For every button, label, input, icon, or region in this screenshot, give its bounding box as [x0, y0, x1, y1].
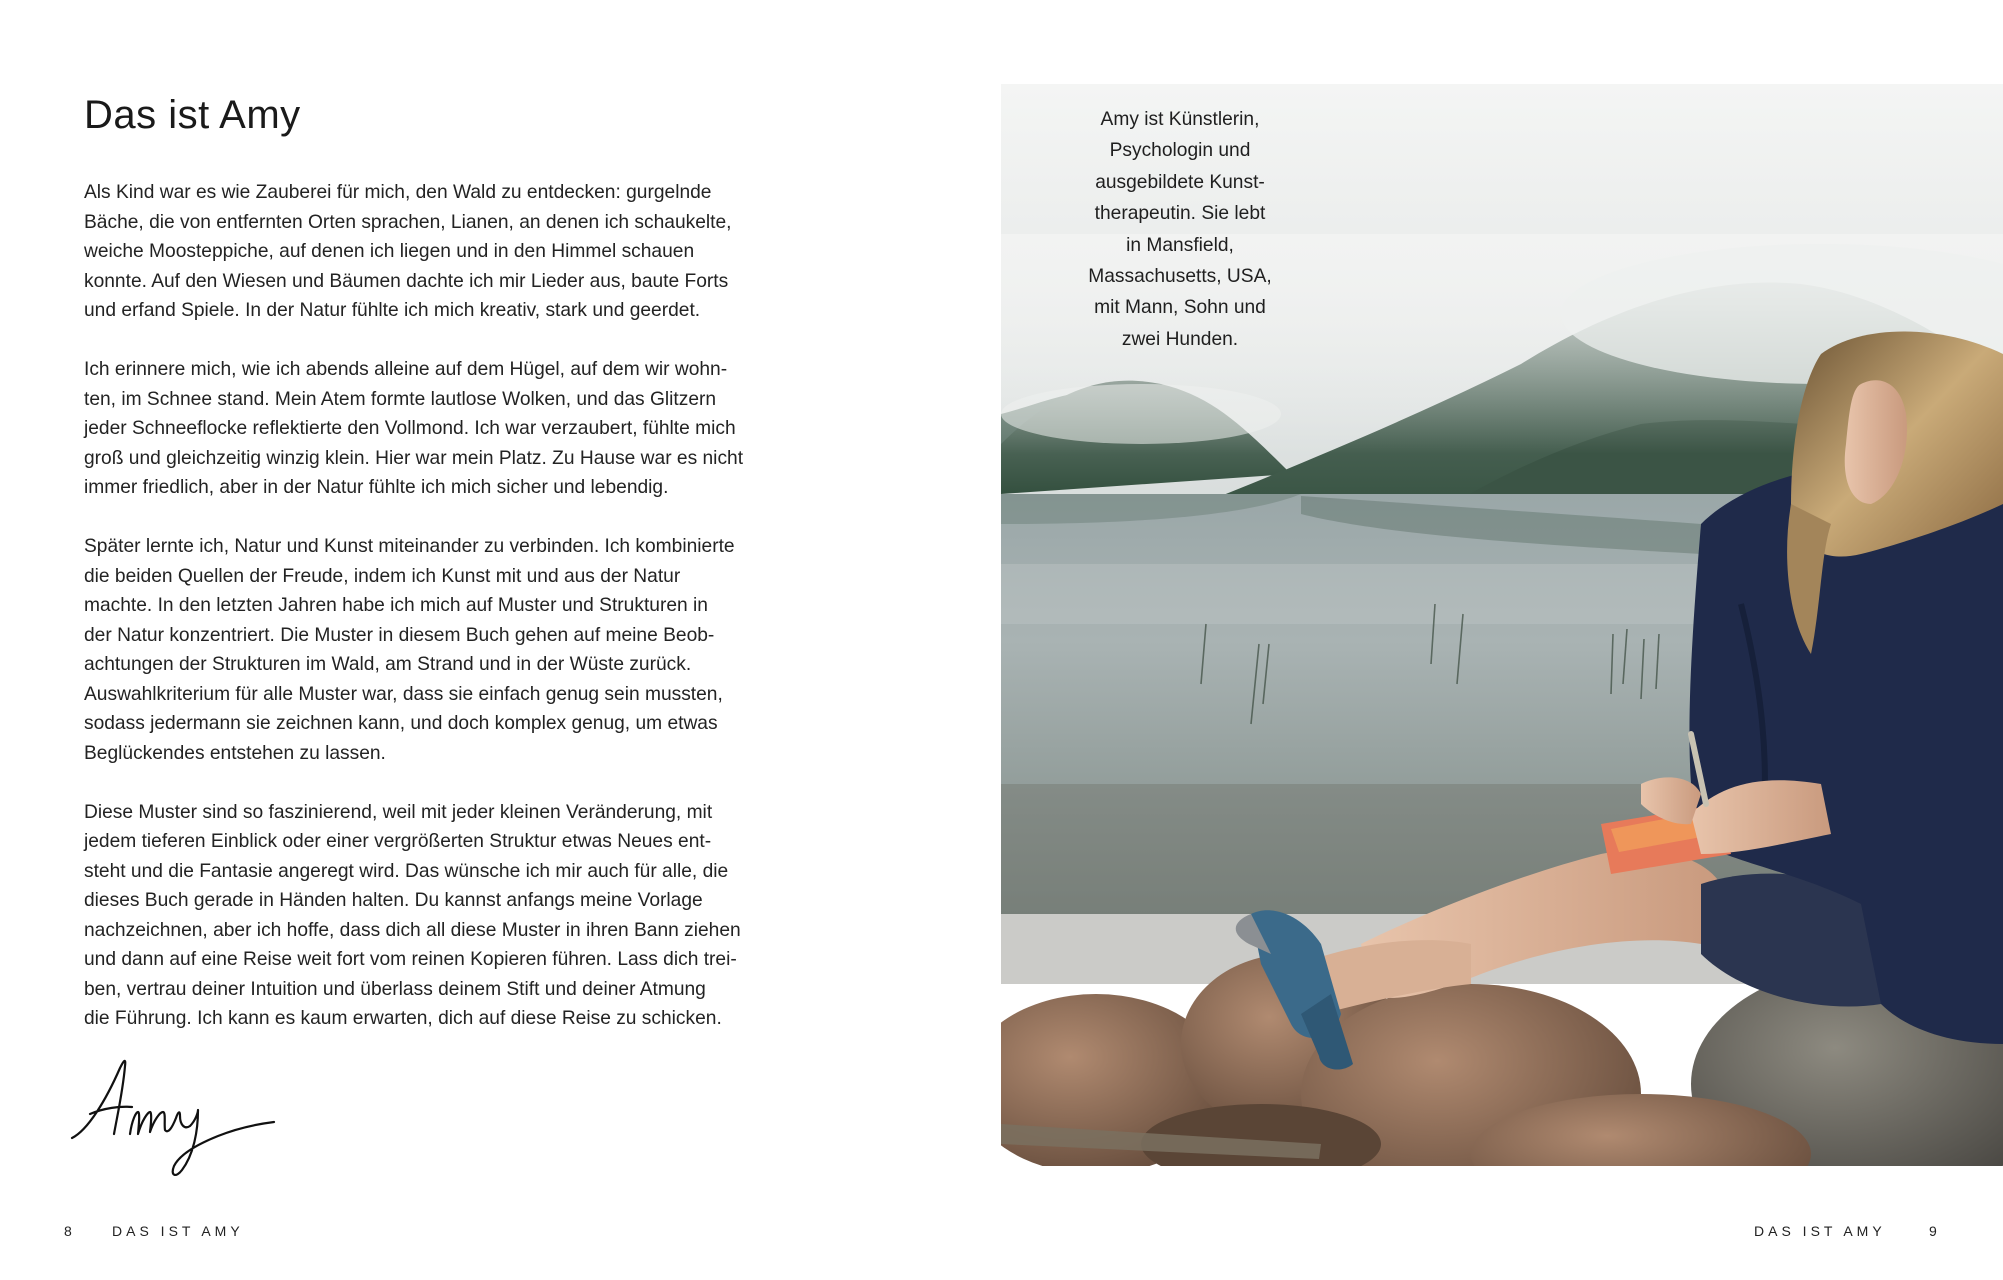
signature-amy	[68, 1050, 278, 1180]
text-line: achtungen der Strukturen im Wald, am Strand und in der Wüste zurück.	[84, 654, 692, 675]
caption-line: therapeutin. Sie lebt	[1094, 203, 1266, 225]
text-line: immer friedlich, aber in der Natur fühlte ich mich sicher und lebendig.	[84, 477, 669, 498]
text-line: Diese Muster sind so faszinierend, weil mit jeder kleinen Veränderung, mit	[84, 801, 713, 823]
body-text	[84, 178, 764, 1063]
text-line: konnte. Auf den Wiesen und Bäumen dachte ich mir Lieder aus, baute Forts	[84, 270, 729, 292]
text-line: der Natur konzentriert. Die Muster in diesem Buch gehen auf meine Beob-	[84, 624, 715, 646]
page-number-left: 8	[64, 1223, 72, 1239]
text-line: und erfand Spiele. In der Natur fühlte ich mich kreativ, stark und geerdet.	[84, 300, 701, 321]
paragraph-1	[84, 178, 764, 326]
paragraph-3	[84, 532, 764, 768]
caption-line: mit Mann, Sohn und	[1094, 297, 1266, 319]
caption-line: Psychologin und	[1109, 140, 1251, 162]
text-line: machte. In den letzten Jahren habe ich mich auf Muster und Strukturen in	[84, 595, 708, 616]
text-line: steht und die Fantasie angeregt wird. Das wünsche ich mir auch für alle, die	[84, 860, 729, 882]
text-line: Später lernte ich, Natur und Kunst miteinander zu verbinden. Ich kombinierte	[84, 536, 735, 557]
text-line: dieses Buch gerade in Händen halten. Du kannst anfangs meine Vorlage	[84, 890, 703, 911]
caption-line: in Mansfield,	[1126, 234, 1234, 256]
page-title: Das ist Amy	[84, 93, 301, 137]
text-line: Als Kind war es wie Zauberei für mich, den Wald zu entdecken: gurgelnde	[84, 182, 712, 203]
text-line: nachzeichnen, aber ich hoffe, dass dich all diese Muster in ihren Bann ziehen	[84, 919, 741, 941]
running-header-right: DAS IST AMY	[1754, 1223, 1886, 1239]
photo-caption	[1062, 104, 1298, 355]
text-line: weiche Moosteppiche, auf denen ich liegen und in den Himmel schauen	[84, 241, 695, 262]
text-line: Bäche, die von entfernten Orten sprachen, Lianen, an denen ich schaukelte,	[84, 211, 732, 233]
text-line: und dann auf eine Reise weit fort vom reinen Kopieren führen. Lass dich trei-	[84, 949, 737, 970]
running-header-left: DAS IST AMY	[112, 1223, 244, 1239]
text-line: groß und gleichzeitig winzig klein. Hier war mein Platz. Zu Hause war es nicht	[84, 447, 744, 469]
text-line: die Führung. Ich kann es kaum erwarten, dich auf diese Reise zu schicken.	[84, 1008, 722, 1029]
text-line: Beglückendes entstehen zu lassen.	[84, 742, 386, 764]
caption-line: zwei Hunden.	[1121, 328, 1239, 350]
caption-line: Amy ist Künstlerin,	[1100, 109, 1260, 130]
left-page	[0, 0, 1001, 1280]
caption-line: Massachusetts, USA,	[1088, 266, 1272, 288]
text-line: Ich erinnere mich, wie ich abends alleine auf dem Hügel, auf dem wir wohn-	[84, 359, 728, 380]
paragraph-4	[84, 798, 764, 1034]
text-line: die beiden Quellen der Freude, indem ich Kunst mit und aus der Natur	[84, 565, 681, 587]
text-line: sodass jedermann sie zeichnen kann, und doch komplex genug, um etwas	[84, 713, 718, 734]
paragraph-2	[84, 355, 764, 503]
page-number-right: 9	[1929, 1223, 1937, 1239]
caption-line: ausgebildete Kunst-	[1095, 171, 1265, 193]
text-line: jeder Schneeflocke reflektierte den Vollmond. Ich war verzaubert, fühlte mich	[84, 418, 736, 439]
text-line: ten, im Schnee stand. Mein Atem formte lautlose Wolken, und das Glitzern	[84, 388, 717, 410]
text-line: Auswahlkriterium für alle Muster war, dass sie einfach genug sein mussten,	[84, 683, 723, 705]
text-line: ben, vertrau deiner Intuition und überlass deinem Stift und deiner Atmung	[84, 978, 706, 1000]
text-line: jedem tieferen Einblick oder einer vergrößerten Struktur etwas Neues ent-	[84, 831, 712, 852]
